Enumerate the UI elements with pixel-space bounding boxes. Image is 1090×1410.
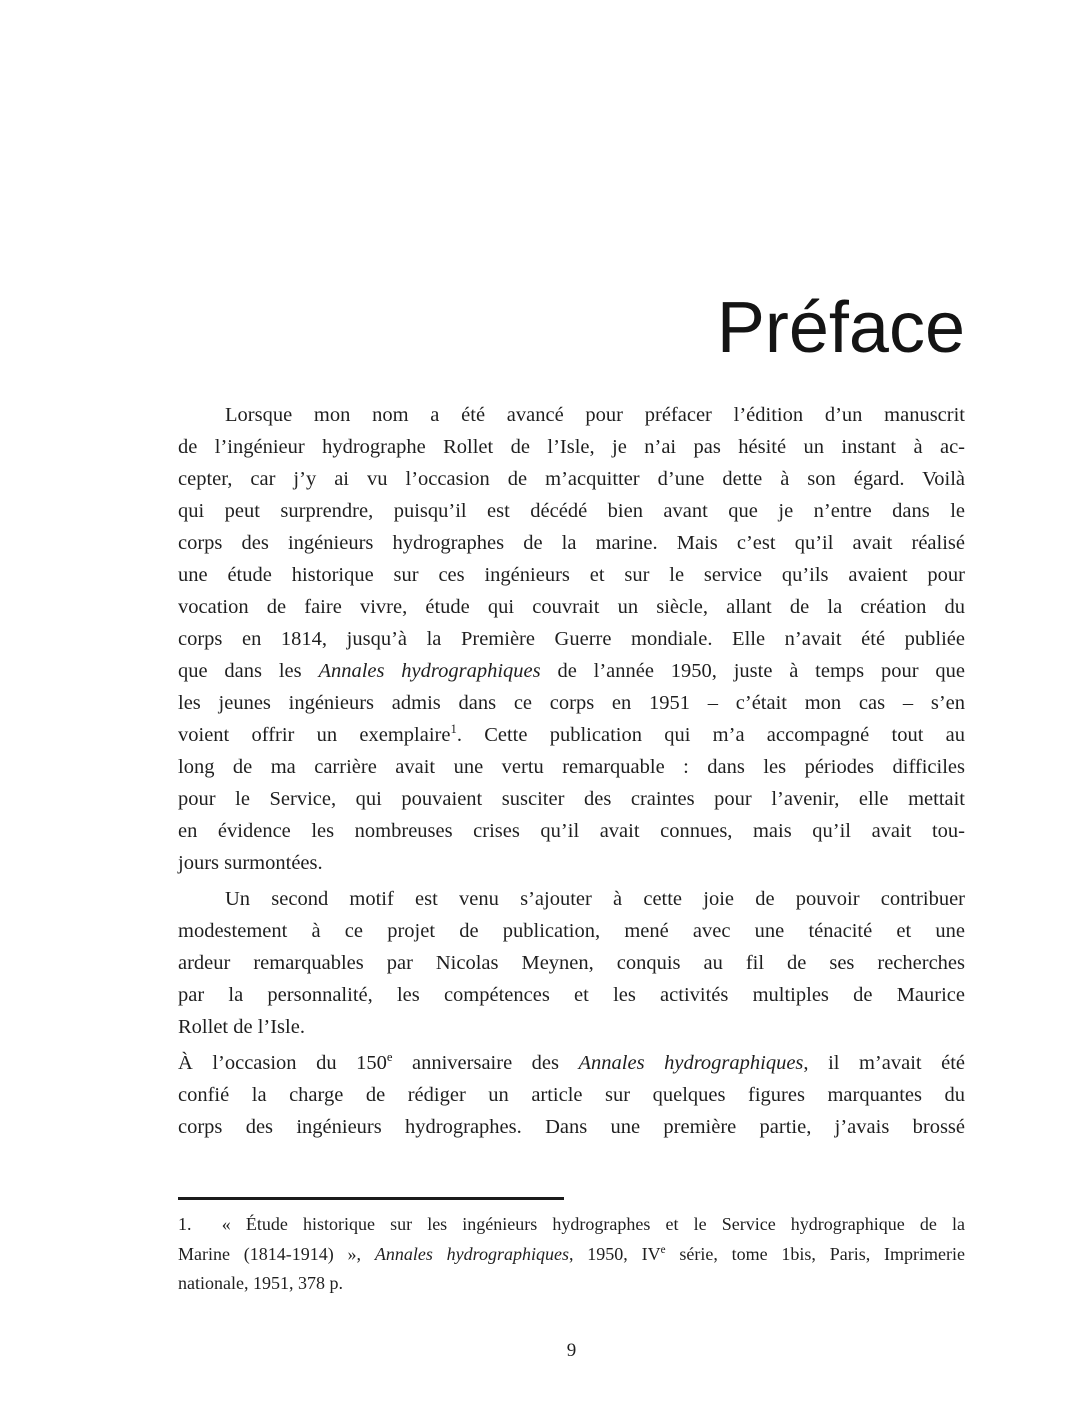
text-segment: Un second motif est venu s’ajouter à cette joie de pouvoir contribuer: [225, 888, 965, 910]
text-line: [178, 815, 965, 847]
text-line: [178, 1210, 965, 1240]
text-line: [178, 719, 965, 751]
text-line: [178, 399, 965, 431]
text-segment: 1. « Étude historique sur les ingénieurs hydrographes et le Service hydrographique de la: [178, 1214, 965, 1234]
text-line: [178, 847, 965, 879]
text-line: [178, 883, 965, 915]
text-line: [178, 591, 965, 623]
text-segment: modestement à ce projet de publication, mené avec une ténacité et une: [178, 920, 965, 942]
text-line: [178, 947, 965, 979]
text-segment: que dans les: [178, 660, 319, 682]
superscript: e: [660, 1243, 666, 1256]
text-segment: corps des ingénieurs hydrographes de la marine. Mais c’est qu’il avait réalisé: [178, 532, 965, 554]
text-line: [178, 1047, 965, 1079]
text-segment: corps en 1814, jusqu’à la Première Guerre mondiale. Elle n’avait été publiée: [178, 628, 965, 650]
text-segment: long de ma carrière avait une vertu remarquable : dans les périodes difficiles: [178, 756, 965, 778]
text-segment: jours surmontées.: [178, 852, 323, 874]
text-line: [178, 979, 965, 1011]
text-segment: une étude historique sur ces ingénieurs et sur le service qu’ils avaient pour: [178, 564, 965, 586]
text-segment: vocation de faire vivre, étude qui couvrait un siècle, allant de la création du: [178, 596, 965, 618]
text-line: [178, 1111, 965, 1143]
footnote-separator: [178, 1197, 564, 1200]
superscript: 1: [450, 722, 457, 737]
text-line: [178, 687, 965, 719]
text-segment: corps des ingénieurs hydrographes. Dans une première partie, j’avais brossé: [178, 1116, 965, 1138]
text-segment: confié la charge de rédiger un article sur quelques figures marquantes du: [178, 1084, 965, 1106]
text-segment: série, tome 1bis, Paris, Imprimerie: [665, 1243, 965, 1264]
text-segment: qui peut surprendre, puisqu’il est décédé bien avant que je n’entre dans le: [178, 500, 965, 522]
page-number: 9: [566, 1340, 577, 1361]
text-segment: anniversaire des: [392, 1052, 579, 1074]
text-segment: cepter, car j’y ai vu l’occasion de m’acquitter d’une dette à son égard. Voilà: [178, 468, 965, 490]
text-line: [178, 463, 965, 495]
text-line: [178, 623, 965, 655]
text-segment: par la personnalité, les compétences et les activités multiples de Maurice: [178, 984, 965, 1006]
text-line: [178, 431, 965, 463]
superscript: e: [386, 1050, 393, 1065]
text-line: [178, 527, 965, 559]
text-line: [178, 915, 965, 947]
text-line: [178, 751, 965, 783]
text-segment: À l’occasion du 150: [178, 1052, 387, 1074]
text-segment: pour le Service, qui pouvaient susciter des craintes pour l’avenir, elle mettait: [178, 788, 965, 810]
text-line: [178, 1011, 965, 1043]
text-segment: de l’ingénieur hydrographe Rollet de l’Isle, je n’ai pas hésité un instant à ac-: [178, 436, 965, 458]
text-segment: Marine (1814-1914) »,: [178, 1243, 375, 1264]
text-segment: ardeur remarquables par Nicolas Meynen, conquis au fil de ses recherches: [178, 952, 965, 974]
paragraph: [178, 883, 965, 1043]
footnote-paragraph: [178, 1210, 965, 1299]
text-line: [178, 655, 965, 687]
text-segment: les jeunes ingénieurs admis dans ce corps en 1951 – c’était mon cas – s’en: [178, 692, 965, 714]
text-segment: . Cette publication qui m’a accompagné tout au: [456, 724, 965, 746]
text-segment: voient offrir un exemplaire: [178, 724, 451, 746]
text-segment: , il m’avait été: [803, 1052, 965, 1074]
text-segment: Rollet de l’Isle.: [178, 1016, 305, 1038]
footnote: [178, 1210, 965, 1299]
page-title: Préface: [716, 288, 965, 369]
paragraph: [178, 399, 965, 879]
text-segment: Lorsque mon nom a été avancé pour préfacer l’édition d’un manuscrit: [225, 404, 965, 426]
italic-text: Annales hydrographiques: [318, 660, 541, 682]
text-line: [178, 1269, 965, 1299]
italic-text: Annales hydrographiques: [374, 1243, 569, 1264]
text-line: [178, 1240, 965, 1270]
text-segment: en évidence les nombreuses crises qu’il avait connues, mais qu’il avait tou-: [178, 820, 965, 842]
italic-text: Annales hydrographiques: [578, 1052, 804, 1074]
text-line: [178, 783, 965, 815]
paragraph: [178, 1047, 965, 1143]
text-line: [178, 495, 965, 527]
text-segment: , 1950, IV: [569, 1243, 661, 1264]
text-segment: nationale, 1951, 378 p.: [178, 1273, 343, 1293]
text-line: [178, 559, 965, 591]
preface-body: [178, 399, 965, 1147]
text-line: [178, 1079, 965, 1111]
text-segment: de l’année 1950, juste à temps pour que: [540, 660, 965, 682]
